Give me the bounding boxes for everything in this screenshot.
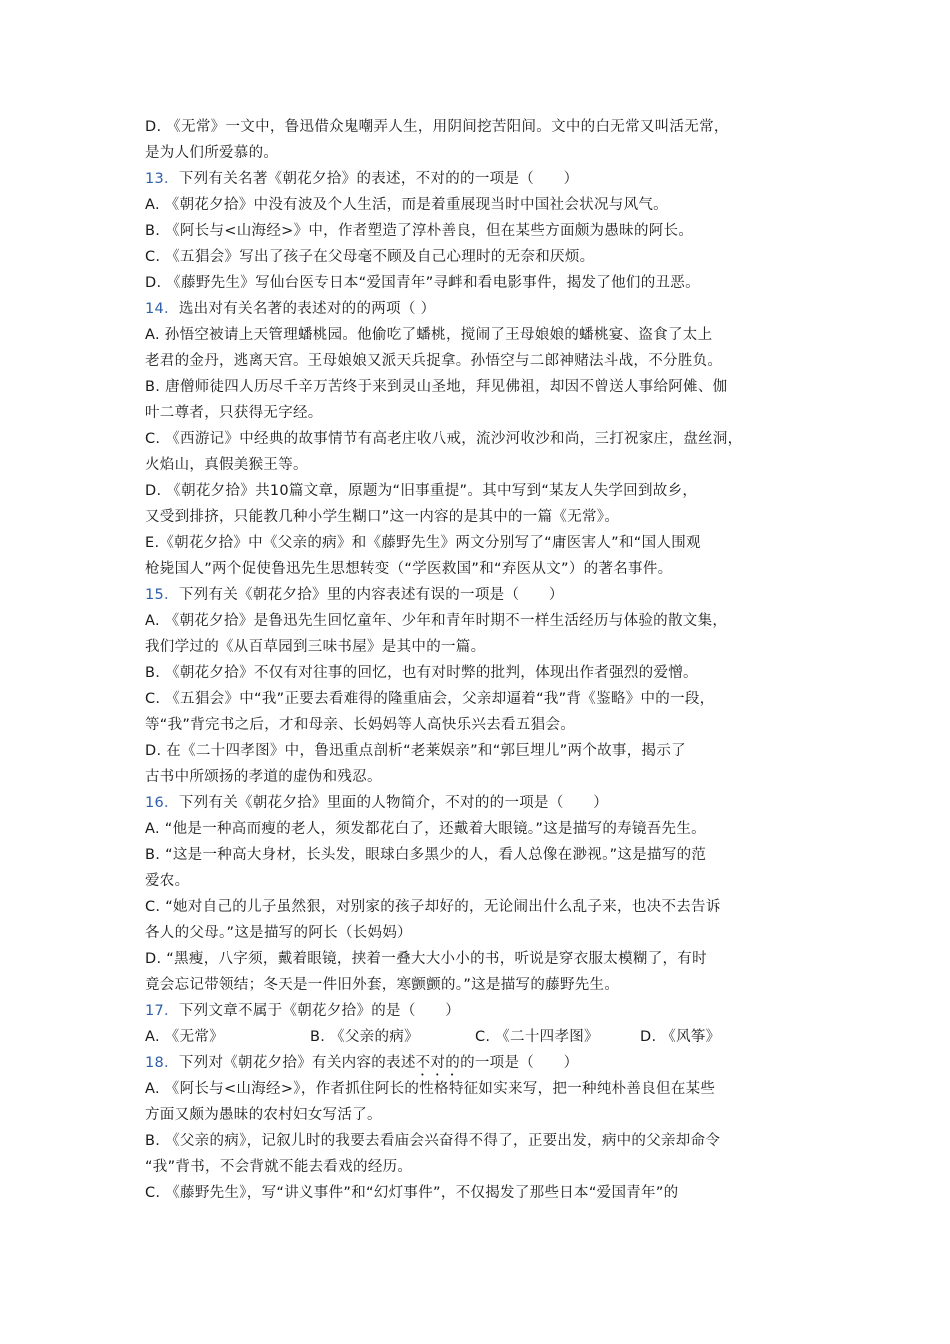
question-18: [145, 1050, 825, 1076]
option-line: 火焰山，真假美猴王等。: [145, 457, 308, 473]
option-line: C. 《西游记》中经典的故事情节有高老庄收八戒，流沙河收沙和尚，三打祝家庄，盘丝洞，: [145, 431, 743, 447]
option-line: D. 《朝花夕拾》共10篇文章，原题为“旧事重提”。其中写到“某友人失学回到故乡，: [145, 483, 698, 499]
option-line: 爱农。: [145, 873, 190, 889]
options-row: [145, 1024, 825, 1050]
option-line: 各人的父母。”这是描写的阿长（长妈妈）: [145, 925, 412, 941]
question-stem: 选出对有关名著的表述对的的两项（ ）: [178, 301, 436, 317]
question-number: 13．: [145, 171, 179, 187]
option-line: A. 《朝花夕拾》中没有波及个人生活，而是着重展现当时中国社会状况与风气。: [145, 197, 668, 213]
question-content: [145, 114, 825, 1206]
option-c: C. 《二十四孝图》: [475, 1029, 599, 1045]
question-number: 18．: [145, 1055, 179, 1071]
option-line: D. 《无常》一文中，鲁迅借众鬼嘲弄人生，用阴间挖苦阳间。文中的白无常又叫活无常，: [145, 119, 729, 135]
question-15: [145, 582, 825, 608]
option-line: D. 在《二十四孝图》中，鲁迅重点剖析“老莱娱亲”和“郭巨埋儿”两个故事，揭示了: [145, 743, 686, 759]
option-line: 又受到排挤，只能教几种小学生糊口”这一内容的是其中的一篇《无常》。: [145, 509, 620, 525]
option-line: A. 孙悟空被请上天管理蟠桃园。他偷吃了蟠桃，搅闹了王母娘娘的蟠桃宴、盗食了太上: [145, 327, 713, 343]
option-line: C. 《藤野先生》，写“讲义事件”和“幻灯事件”，不仅揭发了那些日本“爱国青年”的: [145, 1185, 679, 1201]
option-line: A. “他是一种高而瘦的老人，须发都花白了，还戴着大眼镜。”这是描写的寿镜吾先生。: [145, 821, 706, 837]
option-b: B. 《父亲的病》: [310, 1029, 419, 1045]
option-line: 等“我”背完书之后，才和母亲、长妈妈等人高快乐兴去看五猖会。: [145, 717, 576, 733]
option-line: E.《朝花夕拾》中《父亲的病》和《藤野先生》两文分别写了“庸医害人”和“国人围观: [145, 535, 701, 551]
option-line: A. 《阿长与<山海经>》，作者抓住阿长的性格特征如实来写，把一种纯朴善良但在某些: [145, 1081, 716, 1097]
option-line: 古书中所颂扬的孝道的虚伪和残忍。: [145, 769, 382, 785]
question-number: 17．: [145, 1003, 179, 1019]
option-line: B. 《朝花夕拾》不仅有对往事的回忆，也有对时弊的批判，体现出作者强烈的爱憎。: [145, 665, 698, 681]
question-stem: 下列有关《朝花夕拾》里的内容表述有误的一项是（ ）: [178, 587, 564, 603]
option-d: D. 《风筝》: [640, 1029, 721, 1045]
option-line: B. 《父亲的病》，记叙儿时的我要去看庙会兴奋得不得了，正要出发，病中的父亲却命令: [145, 1133, 721, 1149]
option-line: 是为人们所爱慕的。: [145, 145, 279, 161]
option-line: D. “黑瘦，八字须，戴着眼镜，挟着一叠大大小小的书，听说是穿衣服太模糊了，有时: [145, 951, 707, 967]
question-17: [145, 998, 825, 1024]
option-line: B. 《阿长与<山海经>》中，作者塑造了淳朴善良，但在某些方面颇为愚昧的阿长。: [145, 223, 694, 239]
question-number: 15．: [145, 587, 179, 603]
option-line: 叶二尊者，只获得无字经。: [145, 405, 323, 421]
option-line: 枪毙国人”两个促使鲁迅先生思想转变（“学医救国”和“弃医从文”）的著名事件。: [145, 561, 673, 577]
question-stem-end: 的一项是（ ）: [460, 1055, 579, 1071]
option-line: 竟会忘记带领结；冬天是一件旧外套，寒颤颤的。”这是描写的藤野先生。: [145, 977, 620, 993]
option-a: A. 《无常》: [145, 1029, 224, 1045]
option-line: “我”背书，不会背就不能去看戏的经历。: [145, 1159, 413, 1175]
option-line: A. 《朝花夕拾》是鲁迅先生回忆童年、少年和青年时期不一样生活经历与体验的散文集，: [145, 613, 728, 629]
option-line: D. 《藤野先生》写仙台医专日本“爱国青年”寻衅和看电影事件，揭发了他们的丑恶。: [145, 275, 700, 291]
question-stem: 下列对《朝花夕拾》有关内容的表述: [178, 1055, 416, 1071]
question-stem: 下列文章不属于《朝花夕拾》的是（ ）: [178, 1003, 461, 1019]
question-number: 16．: [145, 795, 179, 811]
option-line: C. 《五猖会》写出了孩子在父母毫不顾及自己心理时的无奈和厌烦。: [145, 249, 595, 265]
option-line: C. “她对自己的儿子虽然狠，对别家的孩子却好的，无论闹出什么乱子来，也决不去告诉: [145, 899, 721, 915]
option-line: 老君的金丹，逃离天宫。王母娘娘又派天兵捉拿。孙悟空与二郎神赌法斗战，不分胜负。: [145, 353, 723, 369]
question-13: [145, 166, 825, 192]
emphasized-text: 不对的: [415, 1055, 461, 1071]
question-14: [145, 296, 825, 322]
question-number: 14．: [145, 301, 179, 317]
option-line: 方面又颇为愚昧的农村妇女写活了。: [145, 1107, 382, 1123]
question-16: [145, 790, 825, 816]
option-line: B. “这是一种高大身材，长头发，眼球白多黑少的人，看人总像在渺视。”这是描写的范: [145, 847, 707, 863]
option-line: C. 《五猖会》中“我”正要去看难得的隆重庙会，父亲却逼着“我”背《鉴略》中的一段，: [145, 691, 715, 707]
question-stem: 下列有关名著《朝花夕拾》的表述，不对的的一项是（ ）: [178, 171, 579, 187]
option-line: B. 唐僧师徒四人历尽千辛万苦终于来到灵山圣地，拜见佛祖，却因不曾送人事给阿傩、伽: [145, 379, 728, 395]
question-stem: 下列有关《朝花夕拾》里面的人物简介，不对的的一项是（ ）: [178, 795, 609, 811]
option-line: 我们学过的《从百草园到三味书屋》是其中的一篇。: [145, 639, 486, 655]
